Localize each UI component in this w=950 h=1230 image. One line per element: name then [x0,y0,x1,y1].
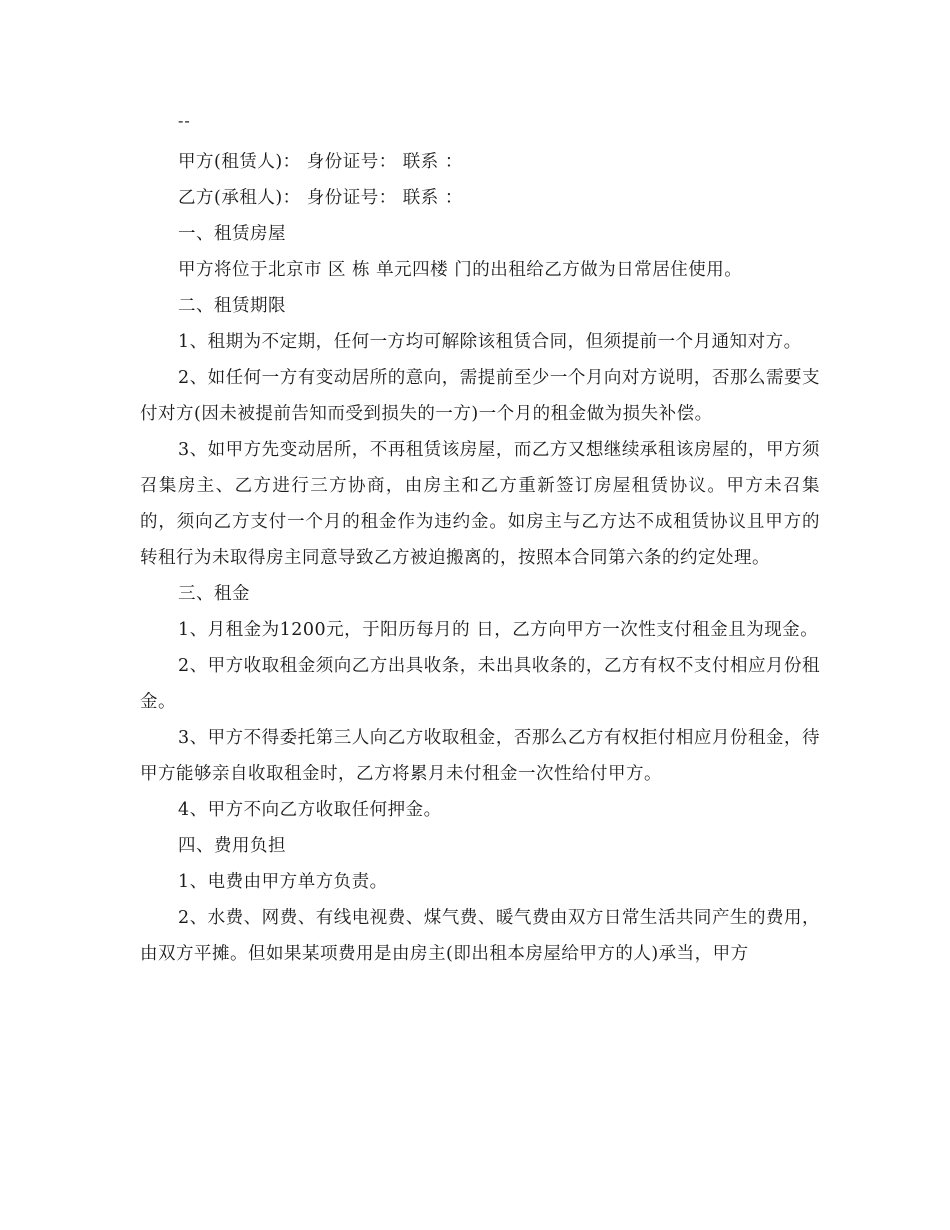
page-marker: -- [178,111,191,130]
rent-clause-1: 1、月租金为1200元，于阳历每月的 日，乙方向甲方一次性支付租金且为现金。 [178,620,819,640]
section-heading-fees: 四、费用负担 [178,836,286,856]
section-heading-rent: 三、租金 [178,584,250,604]
rent-clause-4: 4、甲方不向乙方收取任何押金。 [178,800,442,820]
section-heading-lease-term: 二、租赁期限 [178,296,286,316]
party-a-line: 甲方(租赁人)： 身份证号： 联系 ： [178,152,463,172]
section-heading-lease-house: 一、租赁房屋 [178,224,286,244]
fees-clause-1: 1、电费由甲方单方负责。 [178,872,388,892]
lease-term-clause-1: 1、租期为不定期，任何一方均可解除该租赁合同，但须提前一个月通知对方。 [178,332,802,352]
contract-page [140,110,820,972]
lease-term-clause-2: 2、如任何一方有变动居所的意向，需提前至少一个月向对方说明，否那么需要支付对方(因未被提前告知而受到损失的一方)一个月的租金做为损失补偿。 [140,368,820,424]
fees-clause-2: 2、水费、网费、有线电视费、煤气费、暖气费由双方日常生活共同产生的费用，由双方平摊。但如果某项费用是由房主(即出租本房屋给甲方的人)承当，甲方 [140,908,820,964]
rent-clause-2: 2、甲方收取租金须向乙方出具收条，未出具收条的，乙方有权不支付相应月份租金。 [140,656,820,712]
lease-house-clause: 甲方将位于北京市 区 栋 单元四楼 门的出租给乙方做为日常居住使用。 [178,260,743,280]
lease-term-clause-3: 3、如甲方先变动居所，不再租赁该房屋，而乙方又想继续承租该房屋的，甲方须召集房主、乙方进行三方协商，由房主和乙方重新签订房屋租赁协议。甲方未召集的，须向乙方支付一个月的租金作为违约金。如房主与乙方达不成租赁协议且甲方的转租行为未取得房主同意导致乙方被迫搬离的，按照本合同第六条的约定处理。 [140,440,820,568]
party-b-line: 乙方(承租人)： 身份证号： 联系 ： [178,188,463,208]
rent-clause-3: 3、甲方不得委托第三人向乙方收取租金，否那么乙方有权拒付相应月份租金，待甲方能够亲自收取租金时，乙方将累月未付租金一次性给付甲方。 [140,728,820,784]
